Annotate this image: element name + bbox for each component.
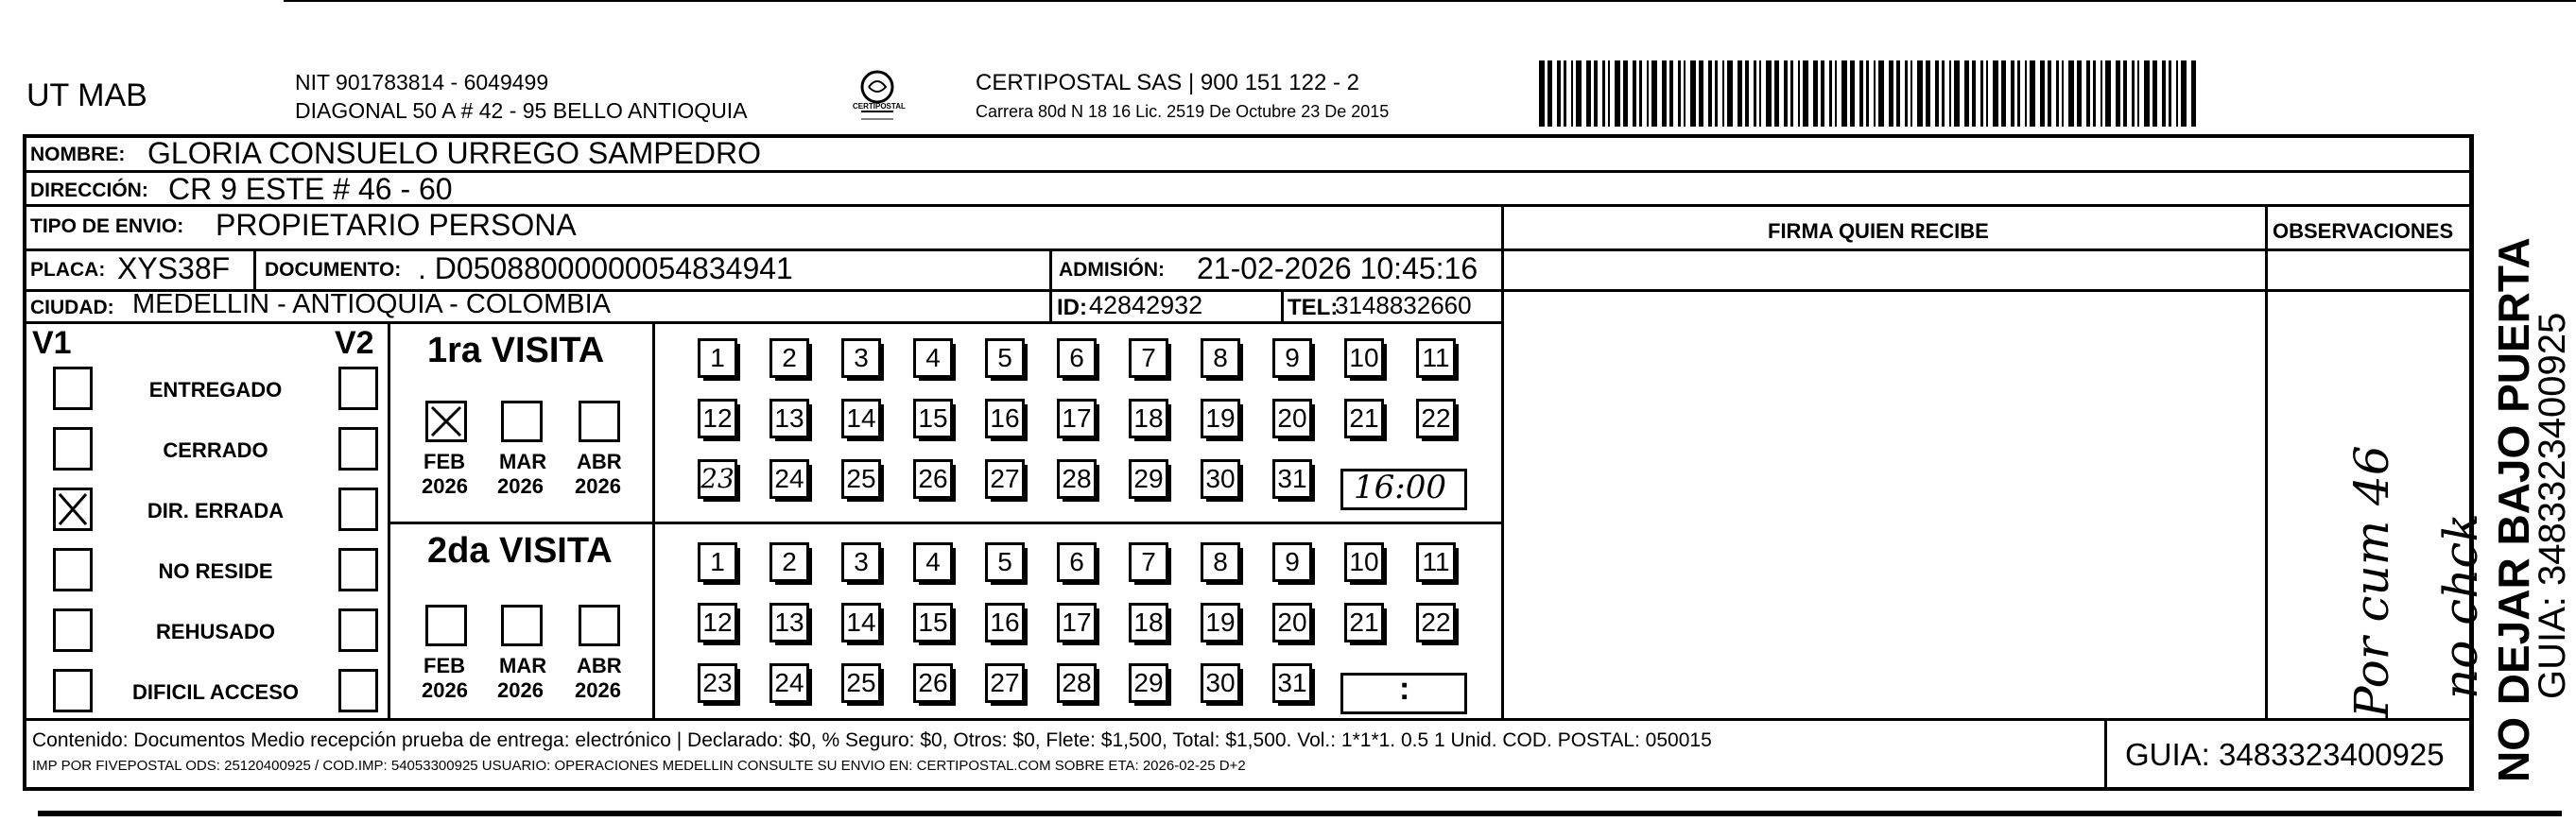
year-label: 2026 [575,678,621,702]
status-label: DIR. ERRADA [147,499,285,522]
certipostal-logo-text: CERTIPOSTAL [853,102,906,111]
v1-checkbox[interactable] [53,669,93,712]
id-value: 42842932 [1089,291,1203,319]
month-checkbox[interactable] [425,605,467,646]
day-box[interactable]: 20 [1272,603,1312,642]
carrier-name: CERTIPOSTAL SAS | 900 151 122 - 2 [976,70,1359,95]
nombre-label-text: NOMBRE: [30,144,126,165]
month-label: MAR [499,654,547,677]
nombre-value: GLORIA CONSUELO URREGO SAMPEDRO [147,136,762,170]
day-box[interactable]: 12 [698,603,737,642]
day-box[interactable]: 2 [769,542,809,582]
barcode [1539,60,2201,127]
row-line [23,321,1503,324]
v2-checkbox[interactable] [338,367,378,410]
v1-checkbox[interactable] [53,608,93,652]
day-box[interactable]: 15 [913,603,953,642]
col-line [2104,718,2107,791]
month-label: MAR [499,450,547,473]
day-box[interactable]: 11 [1416,542,1456,582]
day-box[interactable]: 27 [985,663,1025,703]
ciudad-value: MEDELLIN - ANTIOQUIA - COLOMBIA [132,289,611,319]
day-box[interactable]: 1 [698,542,737,582]
day-box[interactable]: 29 [1129,459,1168,499]
v1-checkbox[interactable] [53,427,93,471]
observaciones-header: OBSERVACIONES [2273,219,2454,243]
company-address: DIAGONAL 50 A # 42 - 95 BELLO ANTIOQUIA [295,98,748,123]
day-box[interactable]: 16 [985,399,1025,438]
documento-value: . D05088000000054834941 [418,251,793,285]
v1-checkbox[interactable] [53,488,93,531]
visit1-title: 1ra VISITA [427,331,605,370]
year-label: 2026 [575,474,621,498]
visit1-time: 16:00 [1354,469,1446,506]
v2-checkbox[interactable] [338,488,378,531]
top-border [284,0,2576,2]
day-box[interactable]: 22 [1416,603,1456,642]
day-box[interactable]: 21 [1344,603,1384,642]
day-box[interactable]: 4 [913,542,953,582]
v2-checkbox[interactable] [338,427,378,471]
day-box[interactable]: 23 [698,459,737,499]
side-warning: NO DEJAR BAJO PUERTA [2489,237,2538,782]
col-line [1501,204,1504,720]
status-label: NO RESIDE [158,559,273,583]
certipostal-logo [854,66,901,123]
day-box[interactable]: 8 [1201,338,1240,378]
footer-contenido: Contenido: Documentos Medio recepción prueba de entrega: electrónico | Declarado: $0, % Seguro: $0, Otros: $0, Flete: $1,500, Total: $1,500. Vol.: 1*1*1. 0.5 1 Unid. COD. POSTAL: 050015 [32,729,1712,751]
day-box[interactable]: 6 [1057,338,1097,378]
day-box[interactable]: 7 [1129,338,1168,378]
day-box[interactable]: 12 [698,399,737,438]
month-checkbox[interactable] [579,401,620,442]
v2-checkbox[interactable] [338,669,378,712]
placa-value: XYS38F [117,251,231,285]
placa-label: PLACA: [30,259,106,281]
v1-header: V1 [32,325,72,361]
month-checkbox[interactable] [579,605,620,646]
v1-checkbox[interactable] [53,548,93,591]
year-label: 2026 [497,678,544,702]
id-label: ID: [1057,295,1087,320]
carrier-license: Carrera 80d N 18 16 Lic. 2519 De Octubre 23 De 2015 [976,102,1390,121]
v2-checkbox[interactable] [338,608,378,652]
day-box[interactable]: 18 [1129,603,1168,642]
day-box[interactable]: 17 [1057,603,1097,642]
admision-label: ADMISIÓN: [1059,259,1165,281]
month-label: FEB [424,654,465,677]
day-box[interactable]: 17 [1057,399,1097,438]
day-box[interactable]: 18 [1129,399,1168,438]
day-box[interactable]: 13 [769,603,809,642]
documento-label: DOCUMENTO: [265,259,402,281]
day-box[interactable]: 4 [913,338,953,378]
day-box[interactable]: 13 [769,399,809,438]
day-box[interactable]: 24 [769,663,809,703]
v1-checkbox[interactable] [53,367,93,410]
day-box[interactable]: 19 [1201,399,1240,438]
month-label: ABR [577,450,622,473]
day-box[interactable]: 27 [985,459,1025,499]
month-checkbox[interactable] [425,401,467,442]
day-box[interactable]: 15 [913,399,953,438]
day-box[interactable]: 5 [985,338,1025,378]
day-box[interactable]: 19 [1201,603,1240,642]
day-box[interactable]: 28 [1057,663,1097,703]
day-box[interactable]: 6 [1057,542,1097,582]
day-box[interactable]: 28 [1057,459,1097,499]
v2-checkbox[interactable] [338,548,378,591]
v2-header: V2 [335,325,374,361]
footer-guia: GUIA: 3483323400925 [2125,737,2445,772]
tel-value: 3148832660 [1335,291,1472,319]
tipo-envio-value: PROPIETARIO PERSONA [216,208,577,242]
day-box[interactable]: 3 [841,338,881,378]
year-label: 2026 [497,474,544,498]
visit-divider [389,522,1503,524]
day-box[interactable]: 9 [1272,542,1312,582]
day-box[interactable]: 25 [841,663,881,703]
day-box[interactable]: 31 [1272,459,1312,499]
footer-imp: IMP POR FIVEPOSTAL ODS: 25120400925 / COD.IMP: 54053300925 USUARIO: OPERACIONES MEDELLIN CONSULTE SU ENVIO EN: CERTIPOSTAL.COM SOBRE ETA: 2026-02-25 D+2 [32,758,1246,774]
admision-value: 21-02-2026 10:45:16 [1197,251,1478,285]
day-box[interactable]: 5 [985,542,1025,582]
col-line [253,248,256,290]
tipo-envio-label: TIPO DE ENVIO: [30,215,184,237]
visit2-time: : [1399,671,1410,707]
day-box[interactable]: 3 [841,542,881,582]
status-label: REHUSADO [156,620,275,643]
col-line [652,321,655,719]
day-box[interactable]: 30 [1201,459,1240,499]
company-name: UT MAB [26,77,147,113]
day-box[interactable]: 2 [769,338,809,378]
day-box[interactable]: 29 [1129,663,1168,703]
ciudad-label: CIUDAD: [30,297,114,318]
month-label: FEB [424,450,465,473]
month-label: ABR [577,654,622,677]
day-box[interactable]: 24 [769,459,809,499]
day-box[interactable]: 26 [913,459,953,499]
day-box[interactable]: 1 [698,338,737,378]
col-line [388,321,390,719]
direccion-value: CR 9 ESTE # 46 - 60 [168,172,453,206]
day-box[interactable]: 26 [913,663,953,703]
company-nit: NIT 901783814 - 6049499 [295,70,549,94]
day-box[interactable]: 8 [1201,542,1240,582]
status-label: CERRADO [163,438,268,462]
observaciones-handwriting-2: no chck [2433,513,2488,699]
day-box[interactable]: 10 [1344,542,1384,582]
day-box[interactable]: 20 [1272,399,1312,438]
bottom-border [38,811,2562,816]
day-box[interactable]: 25 [841,459,881,499]
day-box[interactable]: 23 [698,663,737,703]
col-line [1281,289,1284,321]
status-label: DIFICIL ACCESO [131,680,299,704]
status-label: ENTREGADO [148,378,283,402]
col-line [2265,204,2268,720]
month-checkbox[interactable] [501,605,543,646]
day-box[interactable]: 14 [841,399,881,438]
day-box[interactable]: 14 [841,603,881,642]
day-box[interactable]: 9 [1272,338,1312,378]
day-box[interactable]: 10 [1344,338,1384,378]
day-box[interactable]: 7 [1129,542,1168,582]
day-box[interactable]: 16 [985,603,1025,642]
month-checkbox[interactable] [501,401,543,442]
visit2-title: 2da VISITA [427,531,613,571]
day-box[interactable]: 22 [1416,399,1456,438]
tel-label: TEL: [1288,295,1339,320]
side-guia: GUIA: 3483323400925 [2532,312,2573,699]
observaciones-handwriting-1: Por cum 46 [2344,445,2399,718]
year-label: 2026 [422,678,468,702]
direccion-label: DIRECCIÓN: [30,180,148,201]
day-box[interactable]: 31 [1272,663,1312,703]
day-box[interactable]: 21 [1344,399,1384,438]
year-label: 2026 [422,474,468,498]
col-line [1049,248,1052,322]
firma-header: FIRMA QUIEN RECIBE [1768,219,1989,243]
day-box[interactable]: 30 [1201,663,1240,703]
day-box[interactable]: 11 [1416,338,1456,378]
